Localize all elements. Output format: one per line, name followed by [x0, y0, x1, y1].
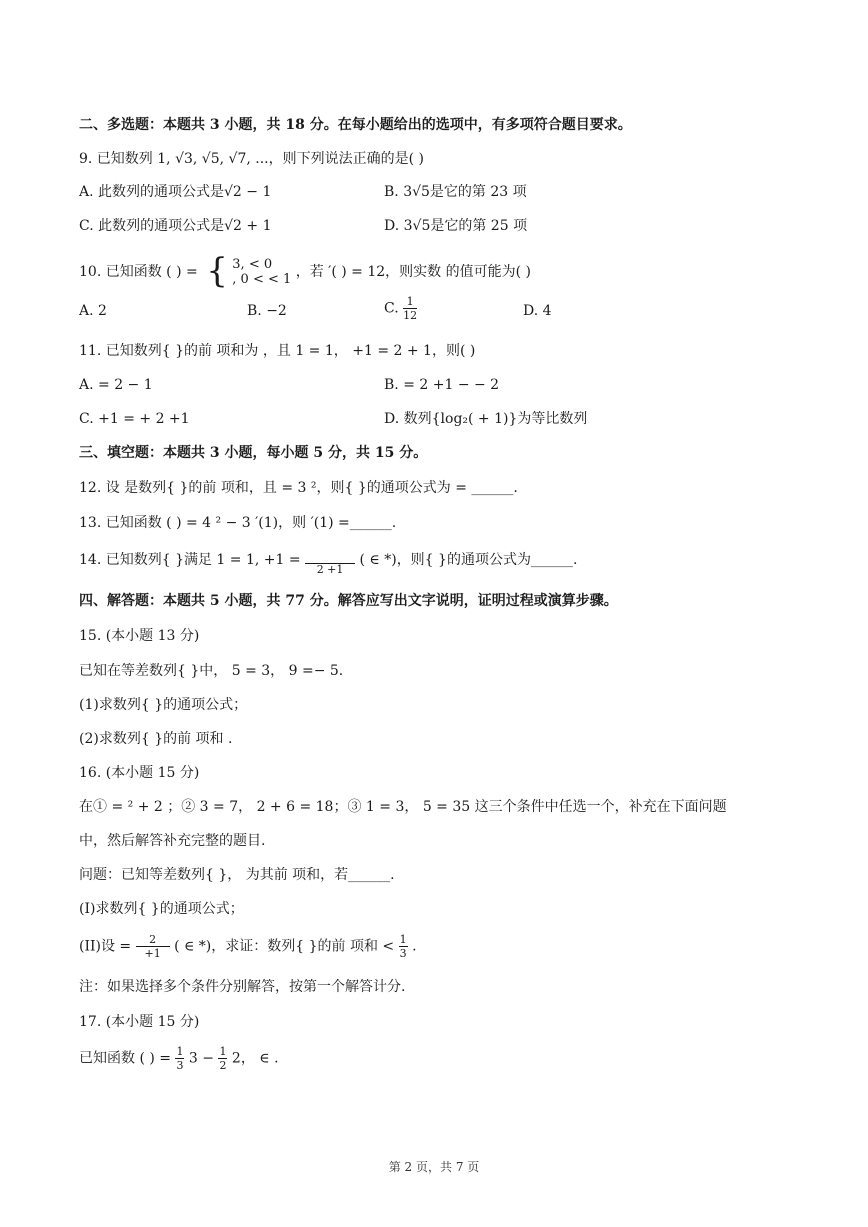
question-17-mid: 3 − [188, 1050, 215, 1067]
section-header-multi-choice: 二、多选题：本题共 3 小题，共 18 分。在每小题给出的选项中，有多项符合题目要求。 [79, 117, 632, 133]
question-16-conditions-cont: 中，然后解答补充完整的题目. [79, 833, 266, 849]
question-14-fraction [305, 552, 355, 576]
question-17-stem-a: 已知函数 ( ) = [79, 1050, 172, 1067]
question-16-note: 注：如果选择多个条件分别解答，按第一个解答计分. [79, 979, 406, 995]
question-16-part-2-a: (II)设 = [79, 938, 132, 955]
question-9-option-a: A. 此数列的通项公式是√2 − 1 [79, 184, 272, 200]
question-16-part-2 [79, 933, 417, 960]
question-15-given: 已知在等差数列{ }中， 5 = 3， 9 =− 5. [79, 663, 344, 679]
section-header-fill: 三、填空题：本题共 3 小题，每小题 5 分，共 15 分。 [79, 445, 428, 461]
question-11-option-b: B. = 2 +1 − − 2 [384, 377, 500, 393]
piecewise-brace: { [206, 251, 228, 291]
question-15-part-1: (1)求数列{ }的通项公式； [79, 697, 248, 713]
question-11-option-c: C. +1 = + 2 +1 [79, 411, 190, 427]
fraction-1-3 [399, 933, 408, 960]
question-10-option-a: A. 2 [79, 303, 107, 319]
question-10-stem-a: 10. 已知函数 ( ) = [79, 264, 198, 280]
question-10-option-d: D. 4 [523, 303, 552, 319]
question-15-part-2: (2)求数列{ }的前 项和 . [79, 731, 233, 747]
question-17-title: 17. (本小题 15 分) [79, 1014, 200, 1030]
fraction-denominator: 3 [399, 947, 407, 960]
question-16-problem: 问题：已知等差数列{ }， 为其前 项和，若______. [79, 867, 395, 883]
question-13: 13. 已知函数 ( ) = 4 ² − 3 ′(1)，则 ′(1) =______. [79, 515, 397, 531]
fraction-denominator: 3 [176, 1059, 184, 1072]
question-9-option-b: B. 3√5是它的第 23 项 [384, 184, 527, 200]
question-9-option-c: C. 此数列的通项公式是√2 + 1 [79, 218, 272, 234]
question-9-stem: 9. 已知数列 1, √3, √5, √7, ...，则下列说法正确的是( ) [79, 151, 424, 167]
fraction-denominator: 12 [403, 309, 418, 322]
question-11-option-d: D. 数列{log₂( + 1)}为等比数列 [384, 411, 588, 427]
section-header-answer: 四、解答题：本题共 5 小题，共 77 分。解答应写出文字说明，证明过程或演算步骤。 [79, 593, 618, 609]
question-16-conditions: 在① = ² + 2 ；② 3 = 7， 2 + 6 = 18；③ 1 = 3， 5 = 35 这三个条件中任选一个，补充在下面问题 [79, 799, 727, 815]
fraction-denominator: 2 [219, 1059, 227, 1072]
question-16-part-1: (I)求数列{ }的通项公式； [79, 901, 244, 917]
question-10-stem [79, 251, 532, 291]
question-14-part-a: 14. 已知数列{ }满足 1 = 1, +1 = [79, 552, 301, 568]
fraction-numerator: 1 [399, 933, 407, 946]
question-11-option-a: A. = 2 − 1 [79, 377, 153, 393]
question-17-stem-b: 2， ∈ . [231, 1050, 279, 1067]
question-12: 12. 设 是数列{ }的前 项和，且 = 3 ²，则{ }的通项公式为 = ______. [79, 480, 518, 496]
fraction-numerator: 1 [176, 1045, 184, 1058]
question-10-option-b: B. −2 [247, 303, 287, 319]
page-footer: 第 2 页，共 7 页 [388, 1160, 480, 1174]
fraction-numerator: 1 [403, 295, 417, 309]
question-17-stem [79, 1045, 279, 1072]
question-16-part-2-b: ( ∈ *)，求证：数列{ }的前 项和 < [174, 938, 395, 955]
period: . [412, 938, 417, 955]
fraction-1-3 [175, 1045, 184, 1072]
piecewise-cases [232, 257, 291, 287]
question-16-title: 16. (本小题 15 分) [79, 765, 200, 781]
piecewise-top: 3, < 0 [232, 257, 273, 272]
question-14-part-b: ( ∈ *)，则{ }的通项公式为______. [359, 552, 578, 568]
fraction-1-12 [403, 295, 417, 322]
question-14 [79, 551, 577, 576]
question-10-stem-b: ，若 ′( ) = 12，则实数 的值可能为( ) [295, 264, 532, 280]
fraction-2-over [136, 933, 170, 960]
fraction-denominator: 2 +1 [316, 563, 344, 576]
fraction-numerator: 2 [136, 933, 170, 947]
question-9-option-d: D. 3√5是它的第 25 项 [384, 218, 528, 234]
piecewise-bottom: , 0 < < 1 [232, 272, 292, 287]
question-10-option-c [384, 295, 417, 322]
fraction-1-2 [218, 1045, 227, 1072]
fraction-denominator: +1 [144, 947, 161, 960]
question-11-stem: 11. 已知数列{ }的前 项和为 ，且 1 = 1， +1 = 2 + 1，则( ) [79, 343, 476, 359]
question-15-title: 15. (本小题 13 分) [79, 628, 200, 644]
fraction-numerator: 1 [219, 1045, 227, 1058]
option-c-label: C. [384, 300, 399, 317]
